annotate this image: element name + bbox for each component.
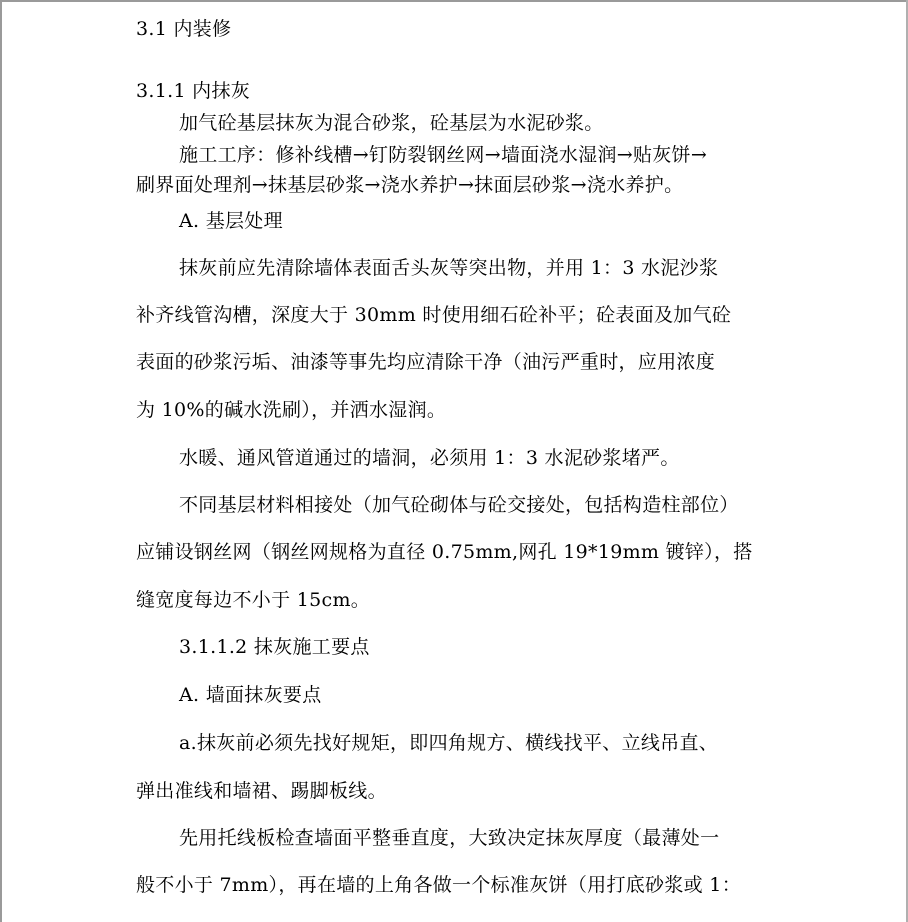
paragraph-layout-line2: 弹出准线和墙裙、踢脚板线。: [136, 780, 387, 802]
paragraph-base-line4: 为 10%的碱水洗刷），并洒水湿润。: [136, 399, 447, 421]
paragraph-procedure-line2: 刷界面处理剂→抹基层砂浆→浇水养护→抹面层砂浆→浇水养护。: [136, 174, 684, 196]
paragraph-base-line3: 表面的砂浆污垢、油漆等事先均应清除干净（油污严重时，应用浓度: [136, 351, 716, 373]
paragraph-mesh-line2: 应铺设钢丝网（钢丝网规格为直径 0.75mm,网孔 19*19mm 镀锌），搭: [136, 541, 753, 563]
paragraph-check-line1: 先用托线板检查墙面平整垂直度，大致决定抹灰厚度（最薄处一: [179, 827, 720, 849]
heading-3-1: 3.1 内装修: [136, 18, 232, 40]
paragraph-base-line2: 补齐线管沟槽，深度大于 30mm 时使用细石砼补平；砼表面及加气砼: [136, 304, 732, 326]
subheading-base-treatment: A. 基层处理: [179, 210, 283, 232]
subheading-wall-plastering: A. 墙面抹灰要点: [179, 684, 322, 706]
paragraph-mortar: 加气砼基层抹灰为混合砂浆，砼基层为水泥砂浆。: [179, 112, 604, 134]
paragraph-mesh-line3: 缝宽度每边不小于 15cm。: [136, 589, 371, 611]
paragraph-layout-line1: a.抹灰前必须先找好规矩，即四角规方、横线找平、立线吊直、: [179, 732, 719, 754]
heading-3-1-1-2: 3.1.1.2 抹灰施工要点: [179, 636, 370, 658]
heading-3-1-1: 3.1.1 内抹灰: [136, 80, 251, 102]
paragraph-wall-holes: 水暖、通风管道通过的墙洞，必须用 1：3 水泥砂浆堵严。: [179, 447, 680, 469]
paragraph-mesh-line1: 不同基层材料相接处（加气砼砌体与砼交接处，包括构造柱部位）: [179, 494, 739, 516]
paragraph-procedure-line1: 施工工序：修补线槽→钉防裂钢丝网→墙面浇水湿润→贴灰饼→: [179, 144, 708, 166]
paragraph-base-line1: 抹灰前应先清除墙体表面舌头灰等突出物，并用 1：3 水泥沙浆: [179, 257, 719, 279]
paragraph-check-line2: 般不小于 7mm），再在墙的上角各做一个标准灰饼（用打底砂浆或 1：: [136, 874, 741, 896]
